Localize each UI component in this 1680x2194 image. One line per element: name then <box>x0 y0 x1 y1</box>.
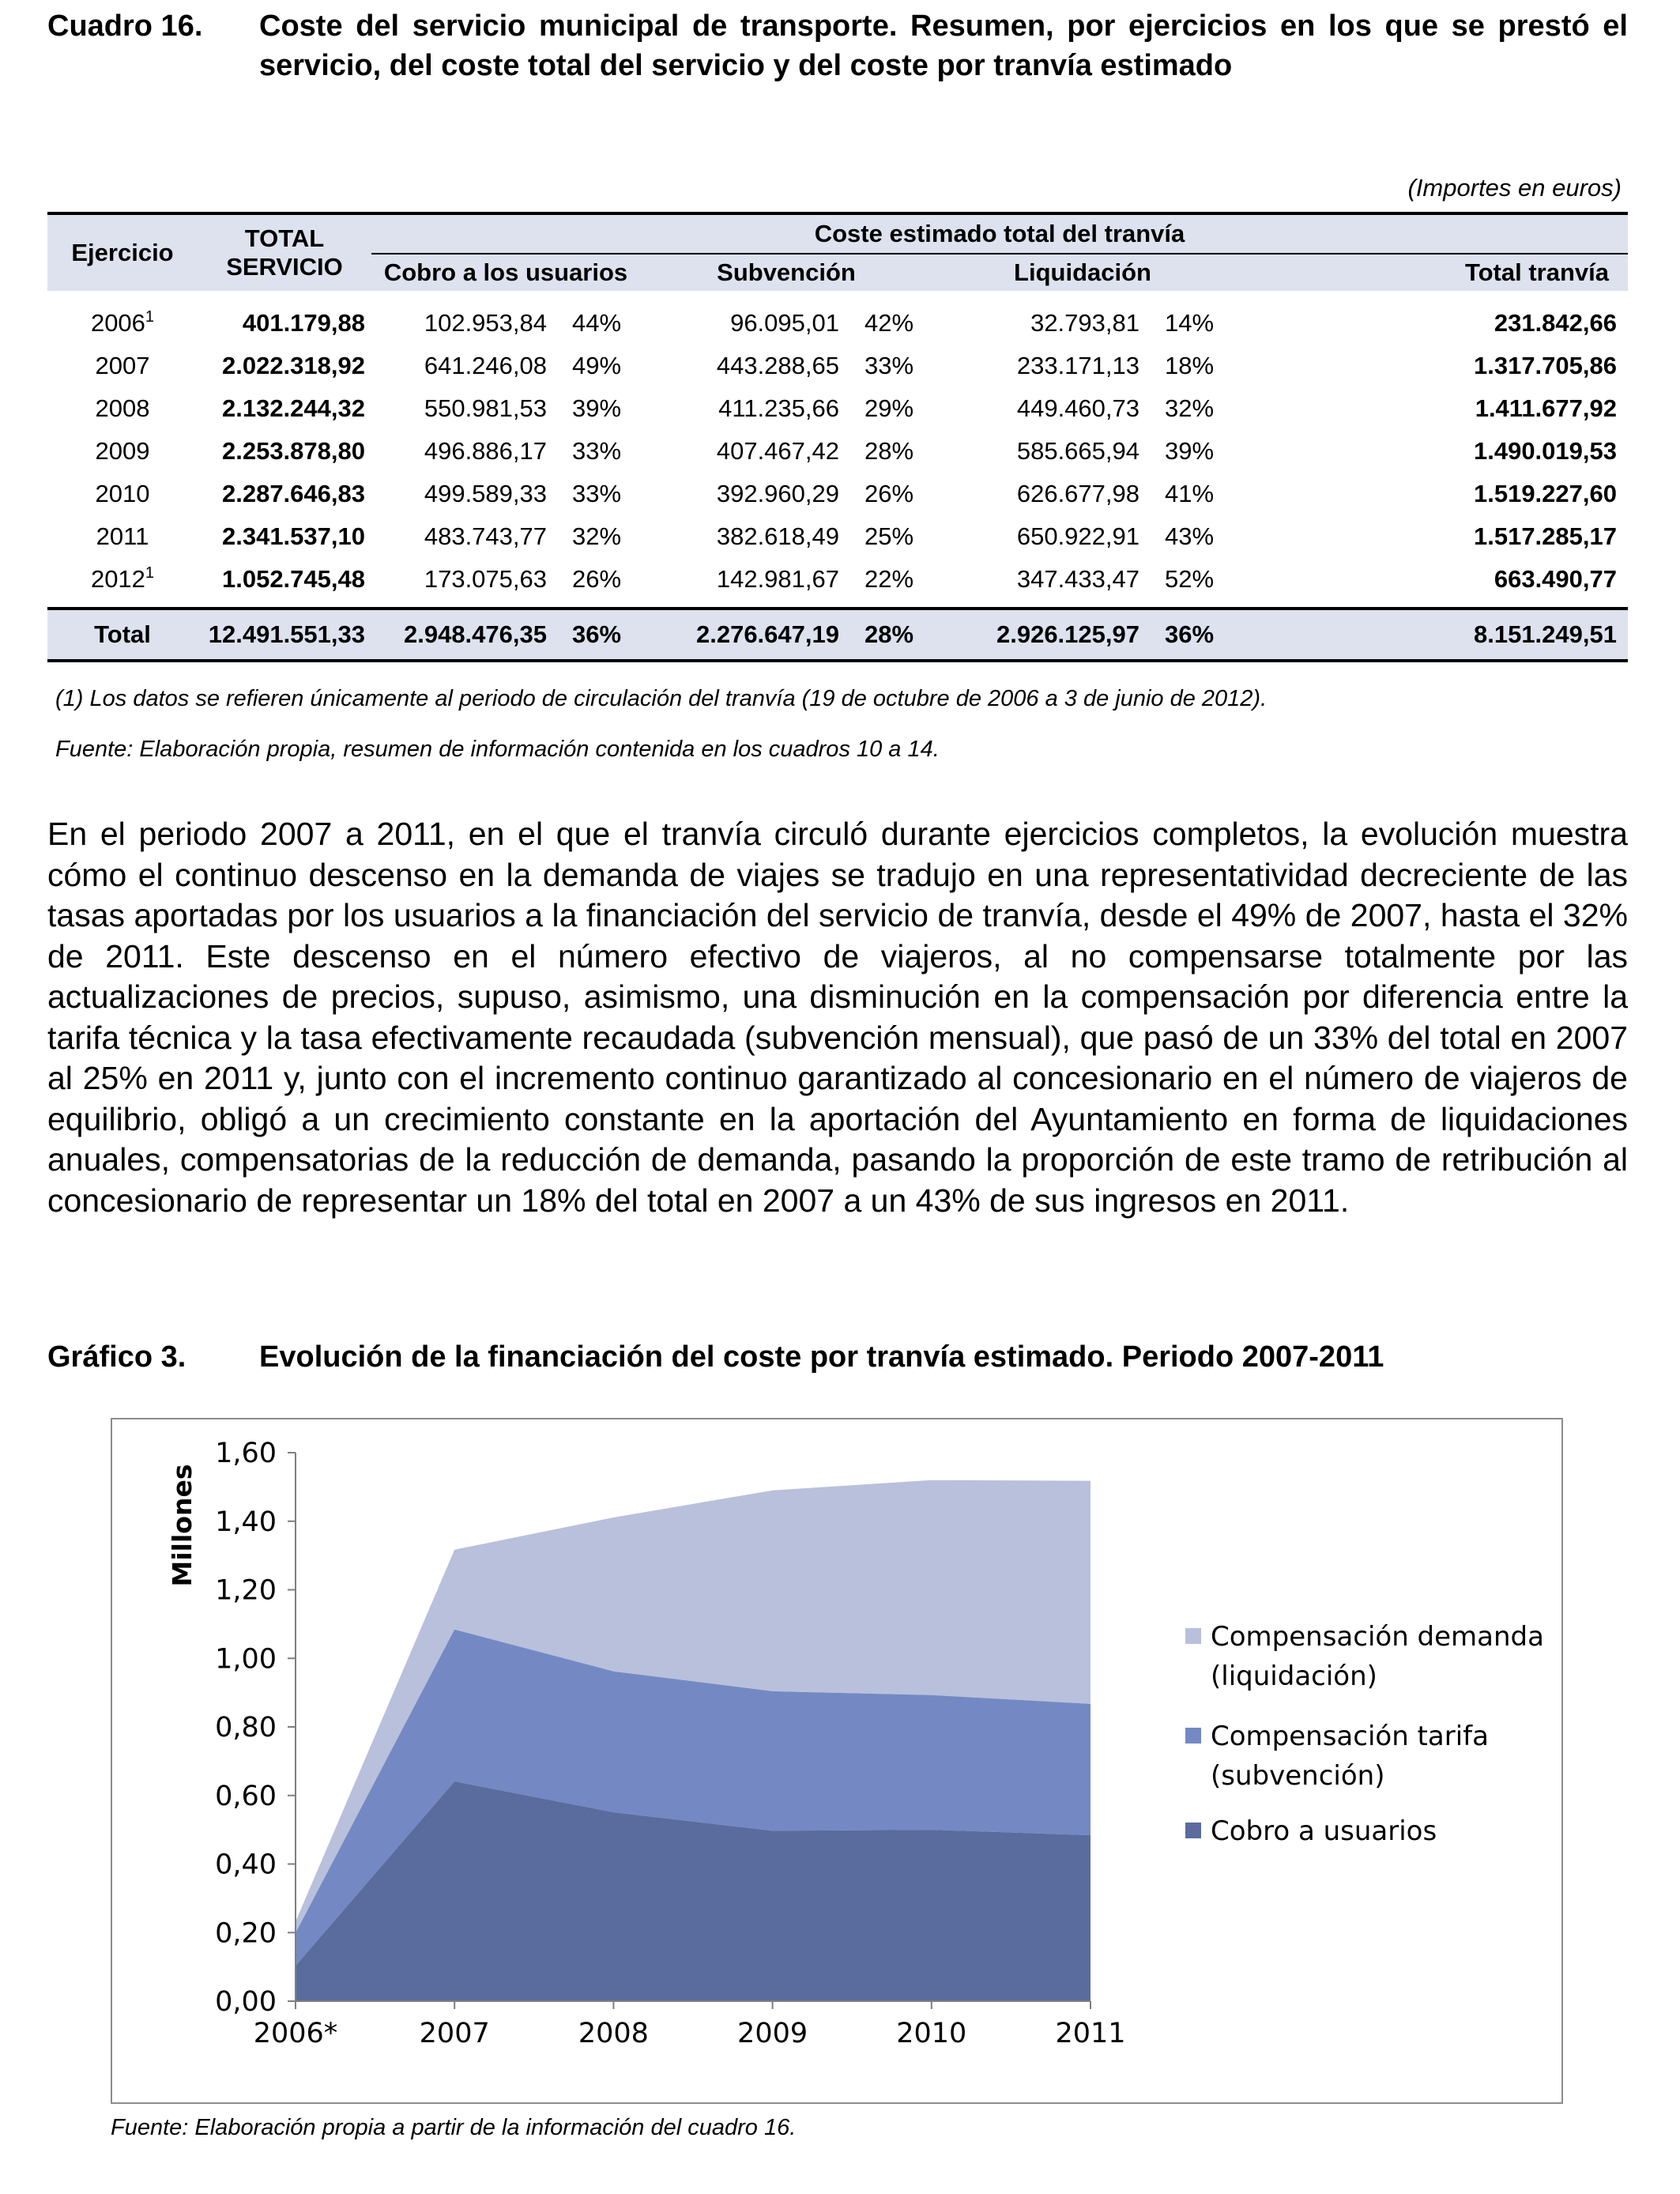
table-row <box>47 473 1628 515</box>
row-settlement: 650.922,91 <box>1016 522 1139 550</box>
x-tick-label: 2006* <box>253 2018 338 2049</box>
row-total: 2.022.318,92 <box>221 352 365 379</box>
total-settlement-pct: 36% <box>1146 609 1233 661</box>
chart-caption-title: Evolución de la financiación del coste por tranvía estimado. Periodo 2007-2011 <box>259 1340 1384 1374</box>
row-subsidy-pct: 33% <box>864 352 914 379</box>
x-tick-label: 2011 <box>1055 2018 1126 2049</box>
row-users: 499.589,33 <box>424 480 547 507</box>
total-users-pct: 36% <box>553 609 640 661</box>
table-total-row <box>47 609 1628 661</box>
row-settlement-pct: 52% <box>1164 565 1215 593</box>
chart-source: Fuente: Elaboración propia a partir de la información del cuadro 16. <box>111 2115 797 2140</box>
x-tick-label: 2007 <box>419 2018 490 2049</box>
row-users: 173.075,63 <box>424 565 547 593</box>
total-total: 12.491.551,33 <box>198 609 371 661</box>
row-users: 483.743,77 <box>424 522 547 550</box>
header-subsidy: Subvención <box>640 254 932 291</box>
table-row <box>47 430 1628 473</box>
row-settlement: 233.171,13 <box>1016 352 1139 379</box>
legend-label: Compensación tarifa <box>1211 1721 1489 1752</box>
total-subsidy-pct: 28% <box>846 609 932 661</box>
row-subsidy-pct: 28% <box>864 437 914 465</box>
row-subsidy-pct: 26% <box>864 480 914 507</box>
row-settlement-pct: 41% <box>1164 480 1215 507</box>
row-tram-total: 231.842,66 <box>1494 309 1617 337</box>
body-paragraph: En el periodo 2007 a 2011, en el que el tranvía circuló durante ejercicios completos, la evolución muestra cómo el continuo descenso en la demanda de viajes se tradujo en una representatividad decreciente de las tasas aportadas por los usuarios a la financiación del servicio de tranvía, desde el 49% de 2007, hasta el 32% de 2011. Este descenso en el número efectivo de viajeros, al no compensarse totalmente por las actualizaciones de precios, supuso, asimismo, una disminución en la compensación por diferencia entre la tarifa técnica y la tasa efectivamente recaudada (subvención mensual), que pasó de un 33% del total en 2007 al 25% en 2011 y, junto con el incremento continuo garantizado al concesionario en el número de viajeros de equilibrio, obligó a un crecimiento constante en la aportación del Ayuntamiento en forma de liquidaciones anuales, compensatorias de la reducción de demanda, pasando la proporción de este tramo de retribución al concesionario de representar un 18% del total en 2007 a un 43% de sus ingresos en 2011. <box>47 816 1628 1219</box>
row-settlement: 32.793,81 <box>1030 309 1139 337</box>
total-subsidy: 2.276.647,19 <box>640 609 846 661</box>
row-year-value: 2008 <box>95 394 150 422</box>
total-year: Total <box>47 609 198 661</box>
header-tram-total: Total tranvía <box>1233 254 1628 291</box>
table-row <box>47 515 1628 558</box>
row-year <box>47 291 198 345</box>
table-source: Fuente: Elaboración propia, resumen de información contenida en los cuadros 10 a 14. <box>55 737 940 762</box>
row-subsidy: 411.235,66 <box>718 394 839 422</box>
row-settlement-pct: 18% <box>1164 352 1215 379</box>
table-footnote: (1) Los datos se refieren únicamente al periodo de circulación del tranvía (19 de octubre de 2006 a 3 de junio de 2012). <box>55 686 1268 711</box>
row-total: 401.179,88 <box>242 309 365 337</box>
y-axis-title: Millones <box>167 1464 198 1587</box>
row-tram-total: 1.411.677,92 <box>1475 394 1617 422</box>
header-total-service <box>198 213 371 291</box>
total-users: 2.948.476,35 <box>371 609 553 661</box>
row-users: 550.981,53 <box>424 394 547 422</box>
y-tick-label: 0,40 <box>215 1849 277 1881</box>
row-users-pct: 33% <box>571 480 622 507</box>
row-year-value: 2010 <box>95 480 150 507</box>
row-subsidy: 392.960,29 <box>716 480 839 507</box>
row-subsidy-pct: 25% <box>864 522 914 550</box>
units-note: (Importes en euros) <box>1407 174 1622 202</box>
row-users-pct: 33% <box>571 437 622 465</box>
row-year-value: 2006 <box>90 309 145 337</box>
legend-swatch <box>1185 1823 1201 1838</box>
row-users-pct: 39% <box>571 394 622 422</box>
row-subsidy: 407.467,42 <box>716 437 839 465</box>
row-settlement: 626.677,98 <box>1016 480 1139 507</box>
table-row <box>47 291 1628 345</box>
row-users-pct: 26% <box>571 565 622 593</box>
row-users-pct: 44% <box>571 309 622 337</box>
legend-swatch <box>1185 1728 1201 1744</box>
row-total: 2.253.878,80 <box>221 437 365 465</box>
x-tick-label: 2010 <box>896 2018 967 2049</box>
header-total-service-line1: TOTAL <box>244 224 325 252</box>
row-tram-total: 1.517.285,17 <box>1473 522 1617 550</box>
table-caption-number: Cuadro 16. <box>47 9 203 43</box>
header-year: Ejercicio <box>47 213 198 291</box>
area-chart <box>112 1419 1561 2102</box>
table-body <box>47 291 1628 609</box>
chart-caption-number: Gráfico 3. <box>47 1340 186 1374</box>
row-total: 2.341.537,10 <box>221 522 365 550</box>
row-tram-total: 1.519.227,60 <box>1473 480 1617 507</box>
x-tick-label: 2009 <box>737 2018 808 2049</box>
total-settlement: 2.926.125,97 <box>932 609 1146 661</box>
table-row <box>47 345 1628 387</box>
legend-label-line2: (subvención) <box>1211 1760 1385 1792</box>
row-year <box>47 558 198 609</box>
legend-label-line2: (liquidación) <box>1211 1661 1377 1692</box>
row-users: 102.953,84 <box>424 309 547 337</box>
row-tram-total: 1.317.705,86 <box>1473 352 1617 379</box>
row-settlement-pct: 39% <box>1164 437 1215 465</box>
row-subsidy: 142.981,67 <box>716 565 839 593</box>
row-year-value: 2007 <box>95 352 150 379</box>
y-tick-label: 1,00 <box>215 1643 277 1676</box>
row-year-value: 2009 <box>95 437 150 465</box>
y-tick-label: 0,20 <box>215 1917 277 1950</box>
row-settlement: 347.433,47 <box>1016 565 1139 593</box>
header-group: Coste estimado total del tranvía <box>371 213 1628 254</box>
y-tick-label: 1,40 <box>215 1506 277 1538</box>
row-subsidy-pct: 42% <box>864 309 914 337</box>
row-year-note: 1 <box>145 308 155 326</box>
y-tick-label: 1,60 <box>215 1438 277 1469</box>
row-year <box>47 430 198 473</box>
y-tick-label: 0,60 <box>215 1780 277 1812</box>
table-row <box>47 558 1628 609</box>
row-users: 496.886,17 <box>424 437 547 465</box>
row-total: 1.052.745,48 <box>221 565 365 593</box>
header-total-service-line2: SERVICIO <box>226 253 343 281</box>
row-year <box>47 345 198 387</box>
row-users-pct: 49% <box>571 352 622 379</box>
row-year-note: 1 <box>145 564 155 582</box>
row-subsidy: 443.288,65 <box>716 352 839 379</box>
cost-table <box>47 212 1628 662</box>
header-users: Cobro a los usuarios <box>371 254 640 291</box>
row-total: 2.132.244,32 <box>221 394 365 422</box>
row-settlement-pct: 32% <box>1164 394 1215 422</box>
row-subsidy: 96.095,01 <box>730 309 839 337</box>
y-tick-label: 0,00 <box>215 1986 277 2018</box>
row-settlement: 449.460,73 <box>1016 394 1139 422</box>
row-users-pct: 32% <box>571 522 622 550</box>
legend-swatch <box>1185 1628 1201 1644</box>
row-year-value: 2012 <box>90 565 145 593</box>
table-row <box>47 387 1628 430</box>
row-year <box>47 515 198 558</box>
row-year <box>47 473 198 515</box>
row-subsidy-pct: 22% <box>864 565 914 593</box>
header-settlement: Liquidación <box>932 254 1233 291</box>
row-year <box>47 387 198 430</box>
y-tick-label: 0,80 <box>215 1712 277 1744</box>
row-users: 641.246,08 <box>424 352 547 379</box>
x-tick-label: 2008 <box>578 2018 649 2049</box>
row-tram-total: 1.490.019,53 <box>1473 437 1617 465</box>
row-total: 2.287.646,83 <box>221 480 365 507</box>
legend-label: Cobro a usuarios <box>1211 1815 1437 1847</box>
row-subsidy: 382.618,49 <box>716 522 839 550</box>
legend-label: Compensación demanda <box>1211 1621 1544 1653</box>
row-subsidy-pct: 29% <box>864 394 914 422</box>
row-tram-total: 663.490,77 <box>1494 565 1617 593</box>
row-settlement-pct: 43% <box>1164 522 1215 550</box>
y-tick-label: 1,20 <box>215 1574 277 1607</box>
chart-frame <box>111 1418 1563 2104</box>
total-tram-total: 8.151.249,51 <box>1233 609 1628 661</box>
row-settlement-pct: 14% <box>1164 309 1215 337</box>
row-year-value: 2011 <box>96 522 149 550</box>
row-settlement: 585.665,94 <box>1016 437 1139 465</box>
table-caption-title: Coste del servicio municipal de transporte. Resumen, por ejercicios en los que se prestó el servicio, del coste total del servicio y del coste por tranvía estimado <box>259 9 1628 82</box>
